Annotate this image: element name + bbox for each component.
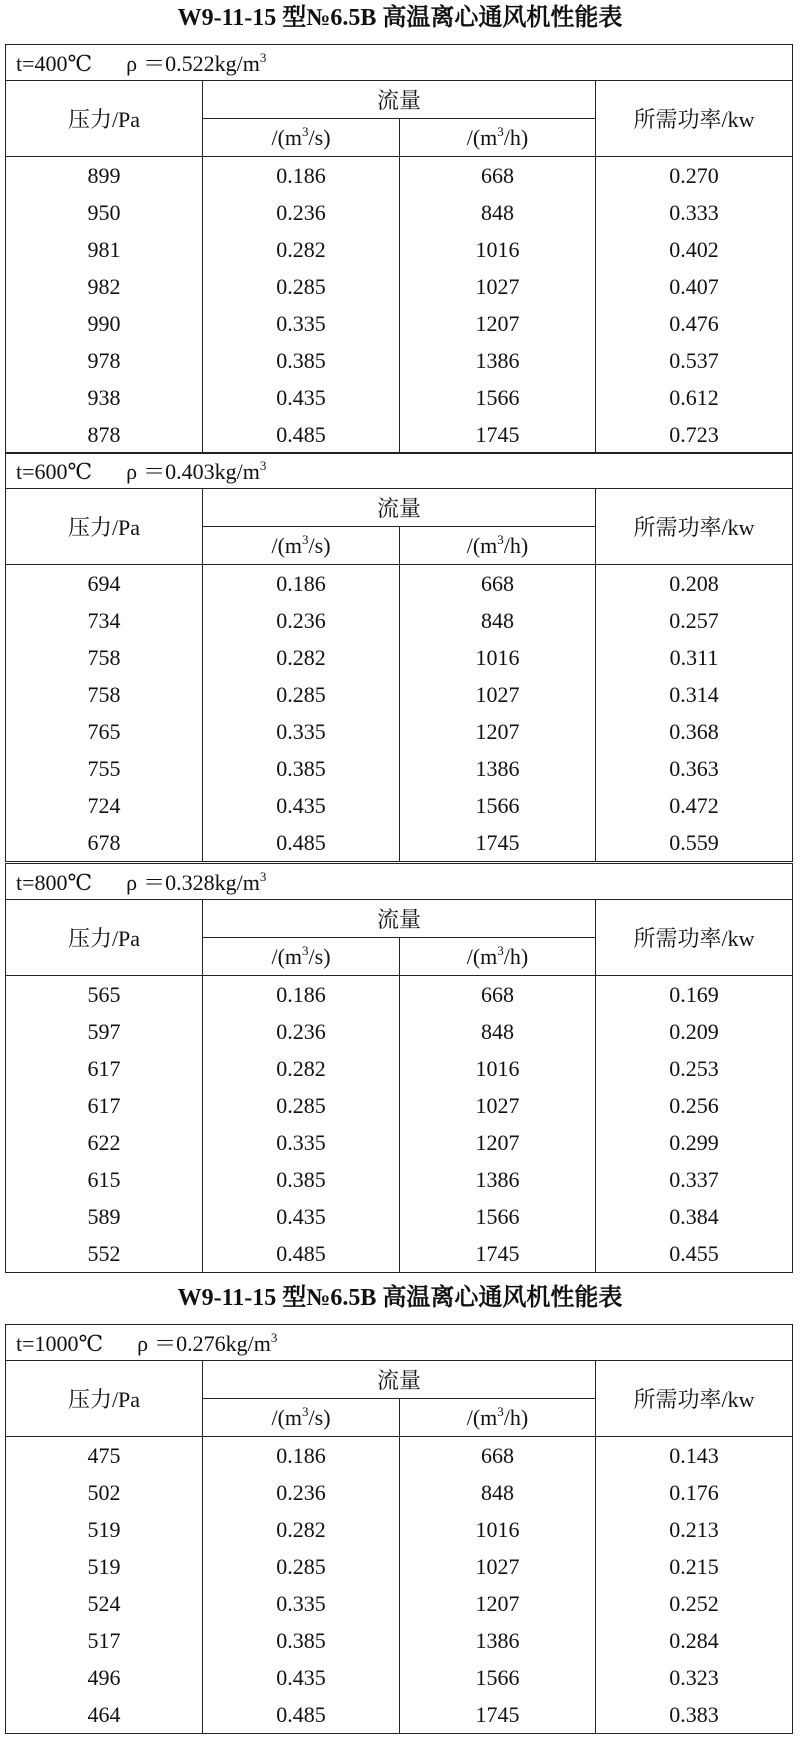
flow-m3s-cell: 0.335 (203, 1124, 400, 1161)
power-cell: 0.252 (596, 1585, 793, 1622)
pressure-cell: 878 (6, 416, 203, 454)
table-row (6, 565, 793, 603)
density-symbol: ρ (126, 459, 138, 484)
table-row (6, 1050, 793, 1087)
pressure-cell: 524 (6, 1585, 203, 1622)
pressure-header: 压力/Pa (6, 900, 203, 976)
density-label: $=0.403kg/m^3$ (143, 458, 267, 484)
flow-m3s-cell: 0.236 (203, 1474, 400, 1511)
pressure-cell: 517 (6, 1622, 203, 1659)
flow-m3h-cell: 1566 (400, 1659, 596, 1696)
condition-cell (6, 864, 793, 900)
power-cell: 0.402 (596, 231, 793, 268)
flow-m3h-cell: 1016 (400, 1050, 596, 1087)
power-cell: 0.363 (596, 750, 793, 787)
power-cell: 0.455 (596, 1235, 793, 1273)
pressure-cell: 724 (6, 787, 203, 824)
flow-m3s-cell: 0.186 (203, 157, 400, 195)
flow-m3h-cell: 1016 (400, 639, 596, 676)
table-row (6, 1013, 793, 1050)
power-cell: 0.176 (596, 1474, 793, 1511)
pressure-cell: 755 (6, 750, 203, 787)
flow-m3h-header: $/(m^3/h)$ (400, 938, 596, 976)
pressure-cell: 990 (6, 305, 203, 342)
flow-m3s-cell: 0.485 (203, 1696, 400, 1734)
temperature-label: t=800℃ (16, 870, 93, 895)
power-cell: 0.337 (596, 1161, 793, 1198)
table-row (6, 824, 793, 862)
table-row (6, 1622, 793, 1659)
power-cell: 0.208 (596, 565, 793, 603)
power-cell: 0.476 (596, 305, 793, 342)
flow-m3s-cell: 0.186 (203, 565, 400, 603)
table-row (6, 1511, 793, 1548)
power-cell: 0.407 (596, 268, 793, 305)
table-row (6, 1124, 793, 1161)
density-symbol: ρ (137, 1331, 149, 1356)
power-cell: 0.723 (596, 416, 793, 454)
flow-m3s-header: $/(m^3/s)$ (203, 119, 400, 157)
table-row (6, 676, 793, 713)
flow-m3h-header: $/(m^3/h)$ (400, 1399, 596, 1437)
performance-table (5, 44, 793, 454)
table-row (6, 305, 793, 342)
flow-m3h-cell: 1207 (400, 1124, 596, 1161)
pressure-cell: 734 (6, 602, 203, 639)
condition-row (6, 45, 793, 81)
pressure-cell: 899 (6, 157, 203, 195)
flow-header: 流量 (203, 1361, 596, 1399)
flow-m3h-cell: 1207 (400, 713, 596, 750)
table-row (6, 379, 793, 416)
flow-m3s-cell: 0.186 (203, 976, 400, 1014)
power-cell: 0.559 (596, 824, 793, 862)
table-row (6, 1087, 793, 1124)
pressure-cell: 982 (6, 268, 203, 305)
density-label: $=0.328kg/m^3$ (143, 869, 267, 895)
pressure-header: 压力/Pa (6, 1361, 203, 1437)
pressure-cell: 758 (6, 639, 203, 676)
power-cell: 0.323 (596, 1659, 793, 1696)
flow-m3s-cell: 0.485 (203, 824, 400, 862)
header-row (6, 900, 793, 938)
power-cell: 0.537 (596, 342, 793, 379)
flow-m3s-cell: 0.282 (203, 231, 400, 268)
pressure-cell: 950 (6, 194, 203, 231)
flow-m3h-cell: 1016 (400, 231, 596, 268)
flow-m3s-cell: 0.435 (203, 1198, 400, 1235)
table-row (6, 787, 793, 824)
flow-m3s-header: $/(m^3/s)$ (203, 1399, 400, 1437)
power-cell: 0.314 (596, 676, 793, 713)
pressure-cell: 589 (6, 1198, 203, 1235)
power-cell: 0.299 (596, 1124, 793, 1161)
power-cell: 0.143 (596, 1437, 793, 1475)
flow-m3h-header: $/(m^3/h)$ (400, 527, 596, 565)
flow-header: 流量 (203, 489, 596, 527)
flow-m3h-cell: 1016 (400, 1511, 596, 1548)
flow-m3h-cell: 848 (400, 1474, 596, 1511)
pressure-cell: 981 (6, 231, 203, 268)
pressure-cell: 475 (6, 1437, 203, 1475)
flow-m3h-cell: 848 (400, 1013, 596, 1050)
table-row (6, 1585, 793, 1622)
table-row (6, 713, 793, 750)
pressure-cell: 496 (6, 1659, 203, 1696)
pressure-cell: 519 (6, 1548, 203, 1585)
flow-m3h-cell: 1566 (400, 787, 596, 824)
flow-m3h-cell: 1745 (400, 1235, 596, 1273)
pressure-cell: 464 (6, 1696, 203, 1734)
power-cell: 0.256 (596, 1087, 793, 1124)
table-row (6, 194, 793, 231)
table-row (6, 1235, 793, 1273)
condition-cell (6, 1325, 793, 1361)
flow-m3h-cell: 1566 (400, 1198, 596, 1235)
performance-table (5, 1324, 793, 1734)
power-cell: 0.253 (596, 1050, 793, 1087)
header-row (6, 1361, 793, 1399)
flow-m3s-cell: 0.282 (203, 1050, 400, 1087)
pressure-cell: 694 (6, 565, 203, 603)
flow-header: 流量 (203, 900, 596, 938)
pressure-cell: 552 (6, 1235, 203, 1273)
flow-m3h-cell: 1027 (400, 1087, 596, 1124)
table-row (6, 1548, 793, 1585)
temperature-label: t=1000℃ (16, 1331, 104, 1356)
power-cell: 0.209 (596, 1013, 793, 1050)
flow-header: 流量 (203, 81, 596, 119)
flow-m3h-cell: 1207 (400, 1585, 596, 1622)
page-title: W9-11-15 型№6.5B 高温离心通风机性能表 (177, 1285, 623, 1311)
power-header: 所需功率/kw (596, 1361, 793, 1437)
condition-row (6, 1325, 793, 1361)
power-header: 所需功率/kw (596, 489, 793, 565)
flow-m3h-cell: 1745 (400, 416, 596, 454)
flow-m3s-cell: 0.285 (203, 1548, 400, 1585)
density-label: $=0.522kg/m^3$ (143, 50, 267, 76)
flow-m3s-cell: 0.435 (203, 1659, 400, 1696)
flow-m3s-cell: 0.385 (203, 342, 400, 379)
flow-m3s-cell: 0.335 (203, 305, 400, 342)
power-cell: 0.472 (596, 787, 793, 824)
flow-m3h-cell: 668 (400, 1437, 596, 1475)
table-row (6, 157, 793, 195)
table-row (6, 231, 793, 268)
condition-cell (6, 45, 793, 81)
flow-m3h-cell: 1745 (400, 824, 596, 862)
density-symbol: ρ (126, 870, 138, 895)
pressure-cell: 622 (6, 1124, 203, 1161)
pressure-cell: 519 (6, 1511, 203, 1548)
flow-m3s-cell: 0.385 (203, 1161, 400, 1198)
flow-m3h-cell: 1745 (400, 1696, 596, 1734)
table-row (6, 602, 793, 639)
flow-m3h-cell: 1386 (400, 750, 596, 787)
power-cell: 0.311 (596, 639, 793, 676)
power-cell: 0.333 (596, 194, 793, 231)
table-row (6, 1659, 793, 1696)
flow-m3s-cell: 0.485 (203, 1235, 400, 1273)
pressure-header: 压力/Pa (6, 81, 203, 157)
pressure-cell: 617 (6, 1087, 203, 1124)
flow-m3h-cell: 1027 (400, 676, 596, 713)
temperature-label: t=600℃ (16, 459, 93, 484)
table-row (6, 976, 793, 1014)
flow-m3h-cell: 1386 (400, 1622, 596, 1659)
condition-row (6, 453, 793, 489)
table-row (6, 1161, 793, 1198)
power-cell: 0.270 (596, 157, 793, 195)
pressure-cell: 615 (6, 1161, 203, 1198)
table-row (6, 1198, 793, 1235)
flow-m3h-cell: 1566 (400, 379, 596, 416)
flow-m3s-header: $/(m^3/s)$ (203, 938, 400, 976)
performance-table (5, 863, 793, 1273)
flow-m3h-cell: 1027 (400, 1548, 596, 1585)
pressure-cell: 978 (6, 342, 203, 379)
flow-m3s-cell: 0.485 (203, 416, 400, 454)
power-cell: 0.169 (596, 976, 793, 1014)
flow-m3s-cell: 0.186 (203, 1437, 400, 1475)
density-label: $=0.276kg/m^3$ (154, 1330, 278, 1356)
flow-m3s-cell: 0.282 (203, 639, 400, 676)
density-symbol: ρ (126, 51, 138, 76)
power-cell: 0.257 (596, 602, 793, 639)
flow-m3s-cell: 0.236 (203, 602, 400, 639)
pressure-cell: 758 (6, 676, 203, 713)
table-row (6, 416, 793, 454)
table-row (6, 639, 793, 676)
pressure-cell: 597 (6, 1013, 203, 1050)
header-row (6, 489, 793, 527)
power-cell: 0.213 (596, 1511, 793, 1548)
table-row (6, 750, 793, 787)
flow-m3s-cell: 0.435 (203, 787, 400, 824)
flow-m3s-cell: 0.285 (203, 268, 400, 305)
flow-m3s-cell: 0.282 (203, 1511, 400, 1548)
pressure-cell: 617 (6, 1050, 203, 1087)
flow-m3s-cell: 0.285 (203, 676, 400, 713)
flow-m3s-cell: 0.285 (203, 1087, 400, 1124)
page-title: W9-11-15 型№6.5B 高温离心通风机性能表 (177, 5, 623, 31)
flow-m3h-cell: 848 (400, 194, 596, 231)
table-row (6, 1696, 793, 1734)
table-row (6, 342, 793, 379)
flow-m3h-header: $/(m^3/h)$ (400, 119, 596, 157)
table-row (6, 1474, 793, 1511)
flow-m3s-cell: 0.435 (203, 379, 400, 416)
flow-m3s-cell: 0.335 (203, 713, 400, 750)
power-header: 所需功率/kw (596, 81, 793, 157)
power-cell: 0.612 (596, 379, 793, 416)
flow-m3s-header: $/(m^3/s)$ (203, 527, 400, 565)
header-row (6, 81, 793, 119)
pressure-cell: 678 (6, 824, 203, 862)
flow-m3h-cell: 668 (400, 157, 596, 195)
flow-m3h-cell: 668 (400, 565, 596, 603)
flow-m3s-cell: 0.236 (203, 1013, 400, 1050)
flow-m3h-cell: 848 (400, 602, 596, 639)
flow-m3h-cell: 1386 (400, 1161, 596, 1198)
pressure-header: 压力/Pa (6, 489, 203, 565)
power-cell: 0.284 (596, 1622, 793, 1659)
condition-row (6, 864, 793, 900)
power-cell: 0.368 (596, 713, 793, 750)
power-cell: 0.384 (596, 1198, 793, 1235)
flow-m3h-cell: 668 (400, 976, 596, 1014)
pressure-cell: 765 (6, 713, 203, 750)
power-header: 所需功率/kw (596, 900, 793, 976)
pressure-cell: 565 (6, 976, 203, 1014)
performance-table (5, 452, 793, 862)
flow-m3h-cell: 1386 (400, 342, 596, 379)
table-row (6, 1437, 793, 1475)
flow-m3s-cell: 0.385 (203, 750, 400, 787)
flow-m3s-cell: 0.385 (203, 1622, 400, 1659)
flow-m3s-cell: 0.335 (203, 1585, 400, 1622)
condition-cell (6, 453, 793, 489)
flow-m3h-cell: 1207 (400, 305, 596, 342)
temperature-label: t=400℃ (16, 51, 93, 76)
flow-m3s-cell: 0.236 (203, 194, 400, 231)
table-row (6, 268, 793, 305)
power-cell: 0.215 (596, 1548, 793, 1585)
pressure-cell: 502 (6, 1474, 203, 1511)
power-cell: 0.383 (596, 1696, 793, 1734)
pressure-cell: 938 (6, 379, 203, 416)
flow-m3h-cell: 1027 (400, 268, 596, 305)
